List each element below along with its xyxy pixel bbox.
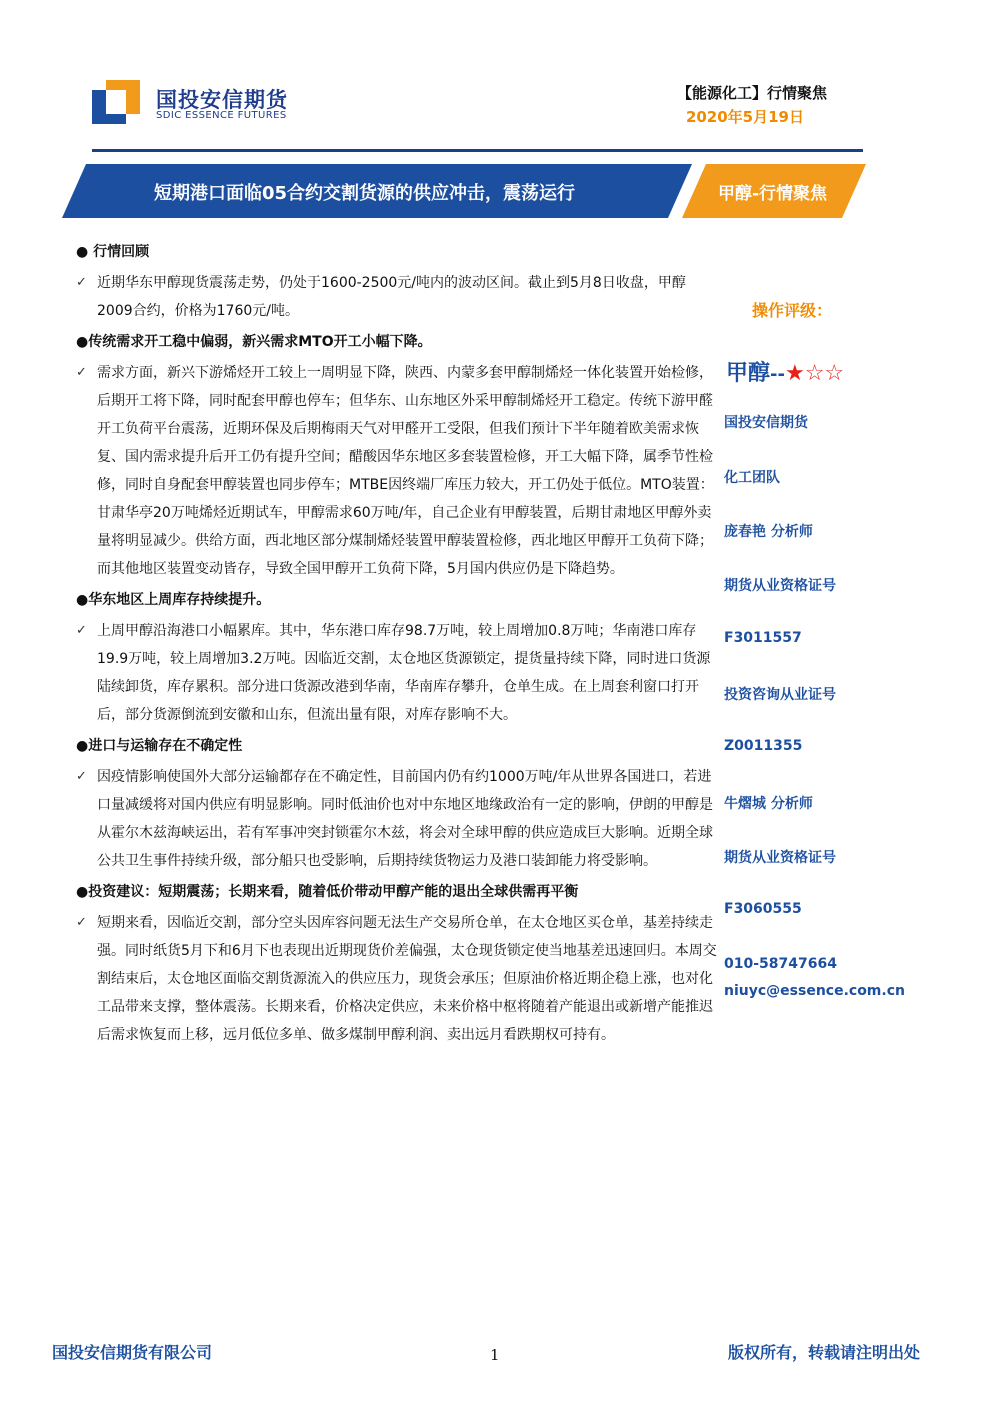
paragraph-text: 短期来看，因临近交割，部分空头因库容问题无法生产交易所仓单，在太仓地区买仓单，基差持续走强。同时纸货5月下和6月下也表现出近期现货价差偏强，太仓现货锁定使当地基差迅速回归。本周交割结束后，太仓地区面临交割货源流入的供应压力，现货会承压；但原油价格近期企稳上涨，也对化工品带来支撑，整体震荡。长期来看，价格决定供应，未来价格中枢将随着产能退出或新增产能推迟后需求恢复而上移，远月低位多单、做多煤制甲醇利润、卖出远月看跌期权可持有。 (97, 915, 717, 1043)
section-heading: ●华东地区上周库存持续提升。 (76, 592, 271, 608)
sidebar-cert-1: F3011557 (724, 630, 802, 646)
star-filled-icon: ★ (784, 361, 805, 386)
section-paragraph (76, 359, 718, 583)
check-icon: ✓ (76, 769, 87, 784)
paragraph-text: 需求方面，新兴下游烯烃开工较上一周明显下降，陕西、内蒙多套甲醇制烯烃一体化装置开始检修，后期开工将下降，同时配套甲醇也停车；但华东、山东地区外采甲醇制烯烃开工稳定。传统下游甲醛开工负荷平台震荡，近期环保及后期梅雨天气对甲醛开工受限，但我们预计下半年随着欧美需求恢复、国内需求提升后开工仍有提升空间；醋酸因华东地区多套装置检修，开工大幅下降，属季节性检修，同时自身配套甲醇装置也同步停车；MTBE因终端厂库压力较大，开工仍处于低位。MTO装置：甘肃华亭20万吨烯烃近期试车，甲醇需求60万吨/年，自己企业有甲醇装置，后期甘肃地区甲醇外卖量将明显减少。供给方面，西北地区部分煤制烯烃装置甲醇装置检修，西北地区甲醇开工负荷下降；而其他地区装置变动皆存，导致全国甲醇开工负荷下降，5月国内供应仍是下降趋势。 (97, 365, 714, 577)
check-icon: ✓ (76, 365, 87, 380)
logo-text-cn: 国投安信期货 (156, 88, 288, 112)
sidebar-cert-label-1: 期货从业资格证号 (724, 578, 836, 594)
section-heading: ● 行情回顾 (76, 244, 150, 260)
sidebar-cert-2: F3060555 (724, 901, 802, 917)
section-paragraph (76, 269, 718, 325)
check-icon: ✓ (76, 623, 87, 638)
rating-block (726, 356, 844, 387)
report-category: 【能源化工】行情聚焦 (676, 84, 827, 102)
sidebar-cert-label-2: 期货从业资格证号 (724, 850, 836, 866)
report-date: 2020年5月19日 (685, 108, 804, 126)
sidebar-invest-cert: Z0011355 (724, 738, 803, 754)
sidebar-phone: 010-58747664 (724, 956, 837, 972)
report-subtitle: 甲醇-行情聚焦 (718, 184, 828, 204)
check-icon: ✓ (76, 915, 87, 930)
sidebar-invest-label: 投资咨询从业证号 (724, 687, 836, 703)
paragraph-text: 近期华东甲醇现货震荡走势，仍处于1600-2500元/吨内的波动区间。截止到5月8日收盘，甲醇2009合约，价格为1760元/吨。 (97, 275, 686, 319)
sidebar-analyst-1: 庞春艳 分析师 (724, 524, 813, 540)
sidebar-company: 国投安信期货 (724, 415, 808, 431)
rating-product: 甲醇 (726, 361, 771, 386)
rating-dash: -- (770, 364, 785, 385)
main-content (76, 238, 718, 1052)
sidebar-email[interactable]: niuyc@essence.com.cn (724, 983, 905, 999)
footer-copyright: 版权所有，转载请注明出处 (728, 1343, 921, 1362)
section-paragraph (76, 763, 718, 875)
logo-mark-icon (92, 80, 140, 124)
paragraph-text: 上周甲醇沿海港口小幅累库。其中，华东港口库存98.7万吨，较上周增加0.8万吨；华南港口库存19.9万吨，较上周增加3.2万吨。因临近交割，太仓地区货源锁定，提货量持续下降，同时进口货源陆续卸货，库存累积。部分进口货源改港到华南，华南库存攀升，仓单生成。在上周套利窗口打开后，部分货源倒流到安徽和山东，但流出量有限，对库存影响不大。 (97, 623, 711, 723)
company-logo (92, 80, 322, 126)
rating-label: 操作评级： (752, 301, 833, 320)
title-banner (62, 164, 866, 218)
section-heading: ●投资建议：短期震荡；长期来看，随着低价带动甲醇产能的退出全球供需再平衡 (76, 884, 579, 900)
section-paragraph (76, 617, 718, 729)
sidebar-team: 化工团队 (724, 470, 780, 486)
footer-company: 国投安信期货有限公司 (52, 1343, 213, 1362)
report-title: 短期港口面临05合约交割货源的供应冲击，震荡运行 (154, 183, 576, 204)
paragraph-text: 因疫情影响使国外大部分运输都存在不确定性，目前国内仍有约1000万吨/年从世界各国进口，若进口量减缓将对国内供应有明显影响。同时低油价也对中东地区地缘政治有一定的影响，伊朗的甲醇是从霍尔木兹海峡运出，若有军事冲突封锁霍尔木兹，将会对全球甲醇的供应造成巨大影响。近期全球公共卫生事件持续升级，部分船只也受影响，后期持续货物运力及港口装卸能力将受影响。 (97, 769, 713, 869)
check-icon: ✓ (76, 275, 87, 290)
logo-text-en: SDIC ESSENCE FUTURES (156, 110, 287, 121)
section-heading: ●传统需求开工稳中偏弱，新兴需求MTO开工小幅下降。 (76, 334, 432, 350)
header-divider (92, 149, 863, 152)
section-heading: ●进口与运输存在不确定性 (76, 738, 243, 754)
sidebar-analyst-2: 牛熠城 分析师 (724, 796, 813, 812)
star-empty-icon: ☆☆ (804, 361, 845, 386)
page-number: 1 (490, 1346, 500, 1364)
section-paragraph (76, 909, 718, 1049)
